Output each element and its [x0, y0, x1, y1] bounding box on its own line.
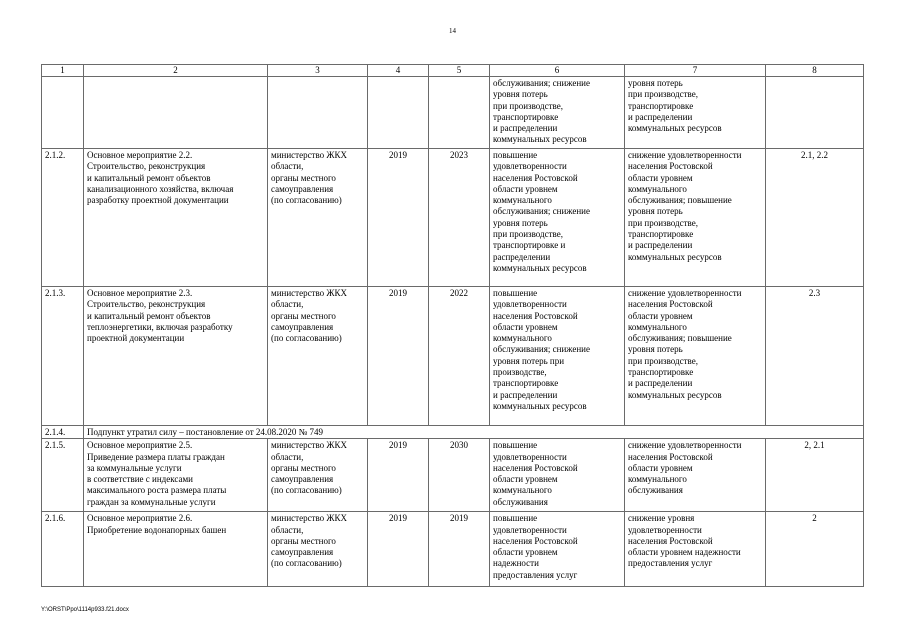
header-row — [42, 65, 864, 77]
table-cell — [429, 77, 490, 149]
indicators-cell: 2.3 — [766, 287, 864, 426]
executor-cell: министерство ЖКХ области, органы местного самоуправления (по согласованию) — [268, 512, 368, 587]
lapsed-note: Подпункт утратил силу – постановление от 24.08.2020 № 749 — [84, 426, 864, 439]
table-row — [42, 512, 864, 587]
end-year: 2019 — [429, 512, 490, 587]
executor-cell: министерство ЖКХ области, органы местного самоуправления (по согласованию) — [268, 439, 368, 512]
consequences-cell: снижение удовлетворенности населения Ростовской области уровнем коммунального обслуживания — [625, 439, 766, 512]
end-year: 2022 — [429, 287, 490, 426]
measure-cell: Основное мероприятие 2.5. Приведение размера платы граждан за коммунальные услуги в соответствие с индексами максимального роста размера платы граждан за коммунальные услуги — [84, 439, 268, 512]
row-number: 2.1.4. — [42, 426, 84, 439]
consequences-cell: снижение уровня удовлетворенности населения Ростовской области уровнем надежности предоставления услуг — [625, 512, 766, 587]
indicators-cell: 2, 2.1 — [766, 439, 864, 512]
start-year: 2019 — [368, 439, 429, 512]
header-cell: 3 — [268, 65, 368, 77]
consequences-cell: снижение удовлетворенности населения Ростовской области уровнем коммунального обслуживания; повышение уровня потерь при производстве, транспортировке и распределении коммунальных ресурсов — [625, 149, 766, 287]
table-row — [42, 439, 864, 512]
row-number: 2.1.3. — [42, 287, 84, 426]
table-row — [42, 149, 864, 287]
result-cell: обслуживания; снижение уровня потерь при производстве, транспортировке и распределении коммунальных ресурсов — [490, 77, 625, 149]
start-year: 2019 — [368, 512, 429, 587]
table-cell — [268, 77, 368, 149]
consequences-cell: уровня потерь при производстве, транспортировке и распределении коммунальных ресурсов — [625, 77, 766, 149]
measures-table — [41, 64, 864, 587]
start-year: 2019 — [368, 287, 429, 426]
result-cell: повышение удовлетворенности населения Ростовской области уровнем коммунального обслуживания; снижение уровня потерь при производстве, транспортировке и распределении коммунальных ресурсов — [490, 149, 625, 287]
header-cell: 8 — [766, 65, 864, 77]
start-year: 2019 — [368, 149, 429, 287]
indicators-cell: 2.1, 2.2 — [766, 149, 864, 287]
executor-cell: министерство ЖКХ области, органы местного самоуправления (по согласованию) — [268, 149, 368, 287]
row-number: 2.1.2. — [42, 149, 84, 287]
result-cell: повышение удовлетворенности населения Ростовской области уровнем коммунального обслуживания — [490, 439, 625, 512]
result-cell: повышение удовлетворенности населения Ростовской области уровнем коммунального обслуживания; снижение уровня потерь при производстве, транспортировке и распределении коммунальных ресурсов — [490, 287, 625, 426]
page-number: 14 — [449, 27, 456, 35]
end-year: 2023 — [429, 149, 490, 287]
table-cell — [42, 77, 84, 149]
indicators-cell: 2 — [766, 512, 864, 587]
end-year: 2030 — [429, 439, 490, 512]
header-cell: 1 — [42, 65, 84, 77]
measure-cell: Основное мероприятие 2.2. Строительство, реконструкция и капитальный ремонт объектов канализационного хозяйства, включая разработку проектной документации — [84, 149, 268, 287]
row-number: 2.1.5. — [42, 439, 84, 512]
executor-cell: министерство ЖКХ области, органы местного самоуправления (по согласованию) — [268, 287, 368, 426]
measure-cell: Основное мероприятие 2.3. Строительство, реконструкция и капитальный ремонт объектов теплоэнергетики, включая разработку проектной документации — [84, 287, 268, 426]
table-cell — [84, 77, 268, 149]
header-cell: 2 — [84, 65, 268, 77]
consequences-cell: снижение удовлетворенности населения Ростовской области уровнем коммунального обслуживания; повышение уровня потерь при производстве, транспортировке и распределении коммунальных ресурсов — [625, 287, 766, 426]
table-cell — [766, 77, 864, 149]
header-cell: 7 — [625, 65, 766, 77]
measure-cell: Основное мероприятие 2.6. Приобретение водонапорных башен — [84, 512, 268, 587]
table-row — [42, 287, 864, 426]
header-cell: 4 — [368, 65, 429, 77]
row-number: 2.1.6. — [42, 512, 84, 587]
header-cell: 6 — [490, 65, 625, 77]
lapsed-row — [42, 426, 864, 439]
table-cell — [368, 77, 429, 149]
result-cell: повышение удовлетворенности населения Ростовской области уровнем надежности предоставления услуг — [490, 512, 625, 587]
header-cell: 5 — [429, 65, 490, 77]
continuation-row — [42, 77, 864, 149]
file-path-footer: Y:\ORST\Ppo\1114p933.f21.docx — [41, 607, 129, 613]
